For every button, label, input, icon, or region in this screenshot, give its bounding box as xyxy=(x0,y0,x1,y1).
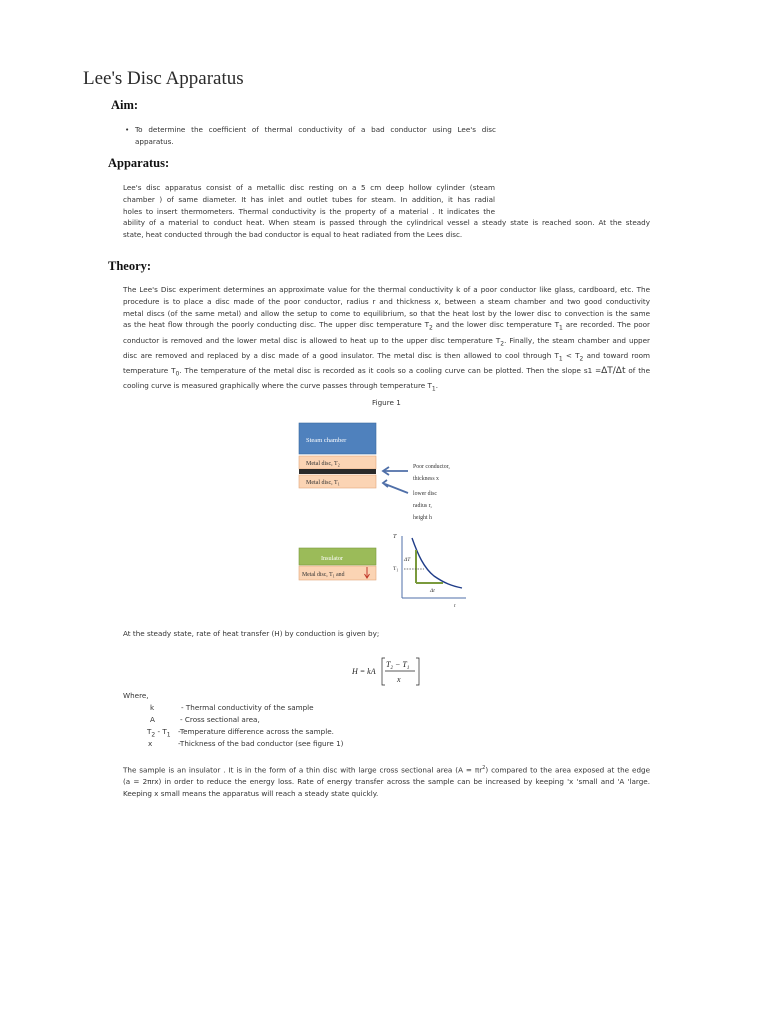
final-line: Keeping x small means the apparatus will reach a steady state quickly. xyxy=(123,788,379,798)
apparatus-heading: Apparatus: xyxy=(108,156,170,170)
page-title: Lee's Disc Apparatus xyxy=(83,68,244,89)
k-description: - Thermal conductivity of the sample xyxy=(181,703,314,712)
a-description: - Cross sectional area, xyxy=(180,715,260,724)
lower-disc-label: lower disc xyxy=(413,491,437,497)
arrow-icon xyxy=(385,484,408,493)
apparatus-line: holes to insert thermometers. Thermal conductivity is the property of a material . It indicates the xyxy=(123,206,495,216)
theory-line: disc are removed and replaced by a disc made of a good insulator. The metal disc is then allowed to cool through $T_1 < T_2$ and toward room xyxy=(123,350,651,363)
theory-text xyxy=(123,284,650,396)
formula-denominator: x xyxy=(397,675,401,684)
radius-label: radius r, xyxy=(413,503,432,509)
height-label: height h xyxy=(413,515,432,521)
insulator-label: Insulator xyxy=(321,555,343,562)
steam-chamber-label: Steam chamber xyxy=(306,437,347,444)
theory-line: The Lee's Disc experiment determines an approximate value for the thermal conductivity k of a poor conductor like glass, cardboard, etc. The xyxy=(123,285,650,294)
figure-caption: Figure 1 xyxy=(372,398,401,407)
theory-line: metal discs (of the same metal) and allow the setup to come to equilibrium, so that the heat lost by the lower disc to convection is the same xyxy=(123,308,650,318)
arrow-icons xyxy=(383,467,408,493)
steady-state-text: At the steady state, rate of heat transfer (H) by conduction is given by; xyxy=(123,629,380,638)
delta-t-big-label: ΔT xyxy=(404,557,411,563)
time-axis-label: t xyxy=(454,603,456,609)
where-label: Where, xyxy=(123,691,149,700)
a-symbol: A xyxy=(150,715,155,724)
cooling-curve xyxy=(412,538,462,588)
t-description: -Temperature difference across the sample. xyxy=(178,727,334,736)
t-symbol: $T_2 - T_1$ xyxy=(147,727,171,739)
metal-disc-upper-label: Metal disc, $T_2$ xyxy=(306,461,340,468)
apparatus-line: Lee's disc apparatus consist of a metallic disc resting on a 5 cm deep hollow cylinder (steam xyxy=(123,183,495,192)
poor-conductor-band xyxy=(299,469,376,474)
bullet-marker: • xyxy=(125,125,130,134)
apparatus-line: chamber ) of same diameter. It has inlet and outlet tubes for steam. In addition, it has radial xyxy=(123,194,495,204)
poor-conductor-label: Poor conductor, xyxy=(413,464,450,470)
x-description: -Thickness of the bad conductor (see figure 1) xyxy=(178,739,344,748)
metal-disc-lower-label: Metal disc, $T_1$ xyxy=(306,480,340,487)
metal-disc-bottom-label: Metal disc, $T_1$ and xyxy=(302,572,345,579)
t-axis-label: T xyxy=(393,533,397,540)
formula-lhs: H = kA xyxy=(352,667,376,676)
final-line: (a = 2πrx) in order to reduce the energy loss. Rate of energy transfer across the sample can be increased by keeping 'x 'small and 'A 'large. xyxy=(123,777,650,787)
theory-heading: Theory: xyxy=(108,259,152,273)
apparatus-line: ability of a material to conduct heat. When steam is passed through the cylindrical vessel a steady state is reached soon. At the steady xyxy=(123,218,650,228)
x-symbol: x xyxy=(148,739,153,748)
cooling-graph xyxy=(393,533,466,609)
aim-text xyxy=(135,124,496,148)
apparatus-text xyxy=(123,182,650,241)
theory-line: temperature $T_0$. The temperature of the metal disc is recorded as it cools so a cooling curve can be plotted. Then the slope s1 =ΔT/Δt of the xyxy=(123,366,651,378)
heat-transfer-formula xyxy=(352,654,424,688)
theory-line: procedure is to place a disc made of the poor conductor, radius r and thickness x, between a steam chamber and two good conductivity xyxy=(123,296,650,306)
lees-disc-figure xyxy=(296,420,476,610)
t1-label: $T_1$ xyxy=(393,566,399,573)
formula-bracket-left xyxy=(382,658,385,685)
formula-bracket-right xyxy=(416,658,419,685)
formula-numerator: $T_2 - T_1$ xyxy=(386,660,410,671)
thickness-label: thickness x xyxy=(413,476,439,482)
theory-line: as the heat flow through the poorly conducting disc. The upper disc temperature $T_2$ and the lower disc temperature $T_1$ are recorded. The poor xyxy=(123,320,651,332)
theory-line: conductor is removed and the lower metal disc is allowed to heat up to the upper disc temperature $T_2$. Finally, the steam chamber and upper xyxy=(123,335,650,348)
aim-line: To determine the coefficient of thermal conductivity of a bad conductor using Lee's disc xyxy=(135,125,496,134)
aim-line: apparatus. xyxy=(135,136,174,146)
variable-definitions xyxy=(123,690,523,750)
apparatus-line: state, heat conducted through the bad conductor is equal to heat radiated from the Lees disc. xyxy=(123,230,463,240)
aim-heading: Aim: xyxy=(111,98,139,112)
final-line: The sample is an insulator . It is in the form of a thin disc with large cross sectional area $(A = \pi r^2)$ compared to the area exposed at the edge xyxy=(123,765,650,775)
theory-line: cooling curve is measured graphically where the curve passes through temperature $T_1$. xyxy=(123,381,438,393)
delta-t-small-label: Δt xyxy=(430,588,435,594)
k-symbol: k xyxy=(150,703,155,712)
final-paragraph xyxy=(123,763,650,800)
